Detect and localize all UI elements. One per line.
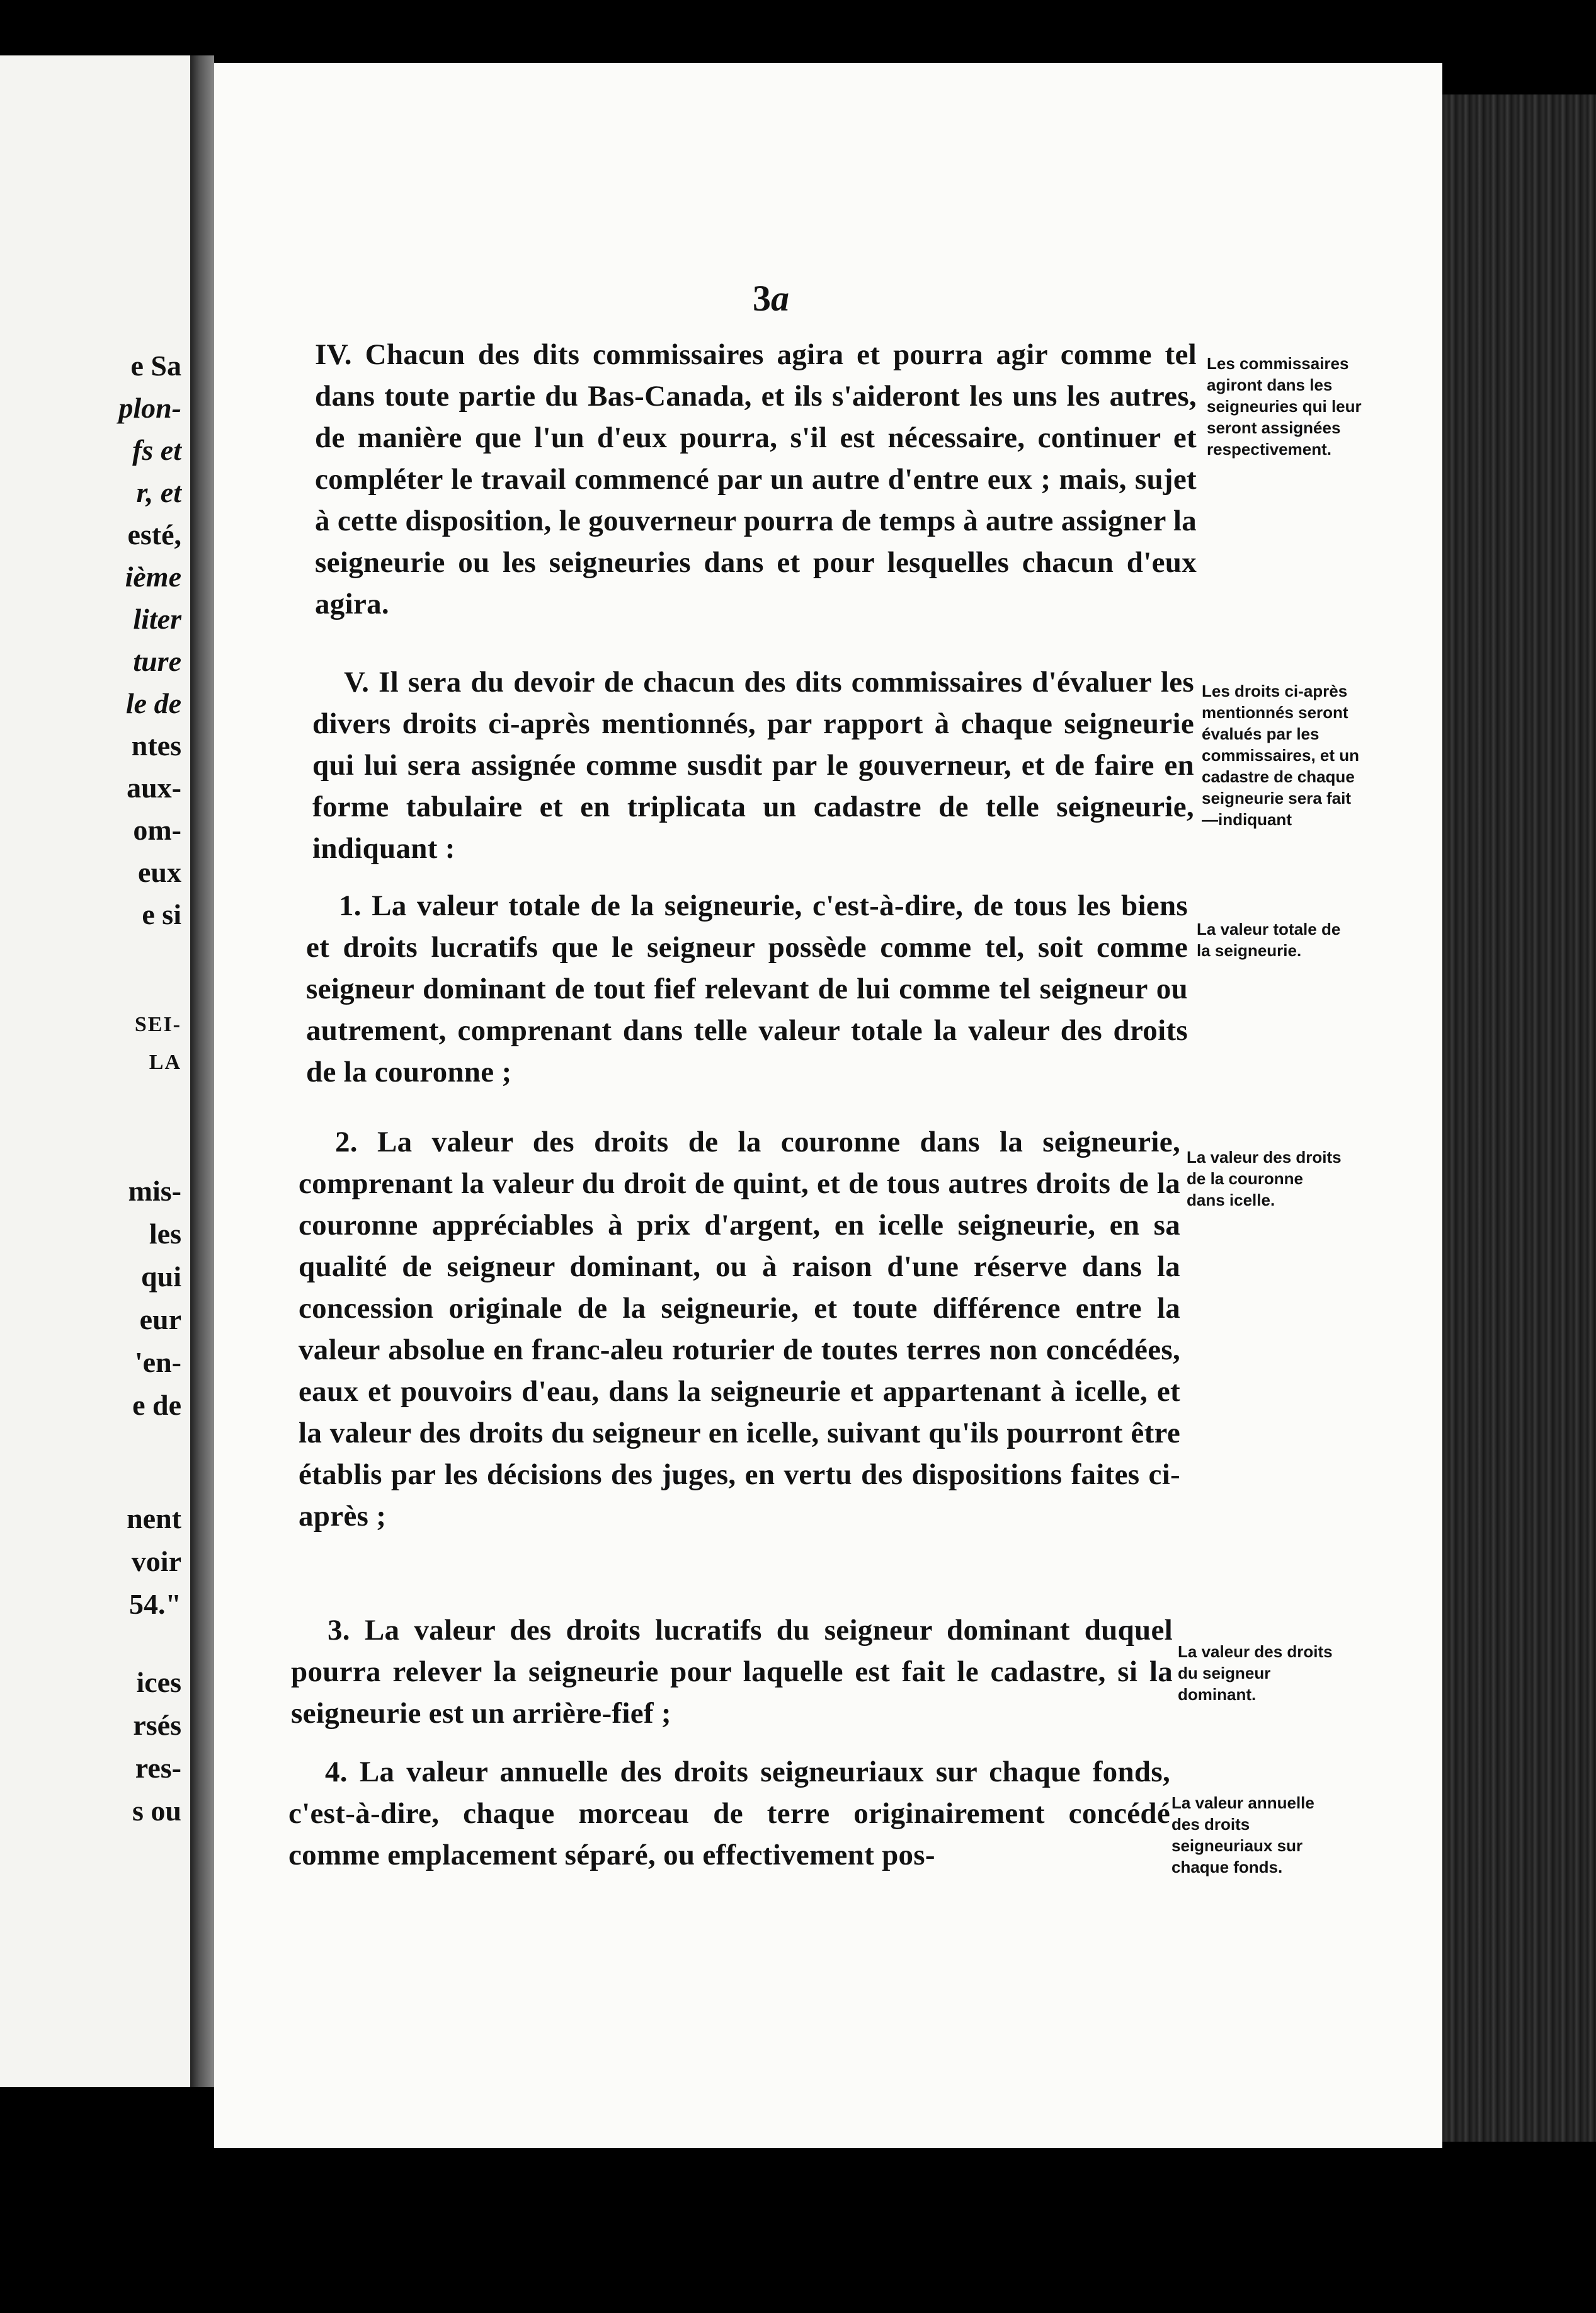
item-1-marginal-note: La valeur totale de la seigneurie.	[1197, 920, 1341, 960]
page-number-digit: 3	[753, 278, 771, 319]
left-text-fragment: le de	[125, 687, 181, 719]
article-v-text: V. Il sera du devoir de chacun des dits commissaires d'évaluer les divers droits ci-après mentionnés, par rapport à chaque seigneurie qui lui sera assignée comme susdit par le gouverneur, et de faire en forme tabulaire et en triplicata un cadastre de telle seigneurie, indiquant :	[312, 666, 1194, 865]
book-gutter	[190, 55, 214, 2087]
left-text-fragment: mis-	[128, 1175, 181, 1207]
item-3-text: 3. La valeur des droits lucratifs du seigneur dominant duquel pourra relever la seigneurie pour laquelle est fait le cadastre, si la seigneurie est un arrière-fief ;	[291, 1614, 1173, 1730]
left-text-fragment: qui	[141, 1260, 181, 1293]
item-2-text: 2. La valeur des droits de la couronne dans la seigneurie, comprenant la valeur du droit de quint, et de tous autres droits de la couronne appréciables à prix d'argent, en icelle seigneurie, en sa qualité de seigneur dominant, ou à raison d'une réserve dans la concession originale de la seigneurie, et toute différence entre la valeur absolue en franc-aleu roturier de toutes terres non concédées, eaux et pouvoirs d'eau, dans la seigneurie et appartenant à icelle, et la valeur des droits du seigneur en icelle, suivant qu'ils pourront être établis par les décisions des juges, en vertu des dispositions faites ci-après ;	[299, 1126, 1180, 1533]
left-text-fragment: ices	[136, 1666, 181, 1698]
left-text-fragment: esté,	[127, 518, 181, 551]
left-text-fragment: fs et	[132, 434, 181, 466]
left-text-fragment: nent	[127, 1502, 181, 1534]
item-3-marginal-note: La valeur des droits du seigneur dominant.	[1178, 1642, 1333, 1704]
left-text-fragment: e de	[132, 1389, 181, 1421]
left-text-fragment: e si	[142, 898, 181, 930]
left-text-fragment: 'en-	[134, 1346, 181, 1378]
left-text-fragment: ture	[133, 645, 181, 677]
left-text-fragment: om-	[133, 814, 181, 846]
previous-page-fragment	[0, 55, 190, 2087]
item-4-marginal-note: La valeur annuelle des droits seigneuriaux sur chaque fonds.	[1171, 1793, 1314, 1876]
left-text-fragment: ième	[125, 561, 181, 593]
left-text-fragment: eur	[139, 1303, 181, 1335]
left-text-fragment: res-	[135, 1752, 181, 1784]
article-v-marginal-note: Les droits ci-après mentionnés seront évalués par les commissaires, et un cadastre de chaque seigneurie sera fait—indiquant	[1202, 682, 1359, 829]
left-text-fragment: r, et	[136, 476, 181, 508]
left-text-fragment: eux	[138, 856, 181, 888]
left-text-fragment: liter	[133, 603, 181, 635]
left-text-fragment: rsés	[133, 1709, 181, 1741]
item-4-text: 4. La valeur annuelle des droits seigneuriaux sur chaque fonds, c'est-à-dire, chaque morceau de terre originairement concédé comme emplacement séparé, ou effectivement pos-	[288, 1756, 1170, 1871]
book-edge	[1442, 94, 1596, 2142]
item-2-marginal-note: La valeur des droits de la couronne dans icelle.	[1187, 1148, 1342, 1209]
left-text-fragment: aux-	[127, 772, 181, 804]
left-text-fragment: e Sa	[130, 350, 181, 382]
left-text-fragment: SEI-	[134, 1013, 181, 1036]
item-1-text: 1. La valeur totale de la seigneurie, c'est-à-dire, de tous les biens et droits lucratifs que le seigneur possède comme tel, soit comme seigneur dominant de tout fief relevant de lui comme tel seigneur ou autrement, comprenant dans telle valeur totale la valeur des droits de la couronne ;	[306, 889, 1188, 1088]
article-iv-marginal-note: Les commissaires agiront dans les seigneuries qui leur seront assignées respectivement.	[1207, 354, 1362, 459]
left-text-fragment: 54."	[128, 1588, 181, 1620]
left-text-fragment: plon-	[118, 392, 181, 424]
left-text-fragment: s ou	[132, 1795, 181, 1827]
left-text-fragment: voir	[131, 1545, 181, 1577]
left-text-fragment: ntes	[131, 729, 181, 762]
article-iv-text: IV. Chacun des dits commissaires agira et pourra agir comme tel dans toute partie du Bas-Canada, et ils s'aideront les uns les autres, de manière que l'un d'eux pourra, s'il est nécessaire, continuer et compléter le travail commencé par un autre d'entre eux ; mais, sujet à cette disposition, le gouverneur pourra de temps à autre assigner la seigneurie ou les seigneuries dans et pour lesquelles chacun d'eux agira.	[315, 338, 1197, 620]
left-text-fragment: les	[149, 1218, 181, 1250]
page-number-letter: a	[771, 278, 789, 319]
page-number	[753, 277, 789, 319]
left-text-fragment: LA	[149, 1051, 181, 1074]
